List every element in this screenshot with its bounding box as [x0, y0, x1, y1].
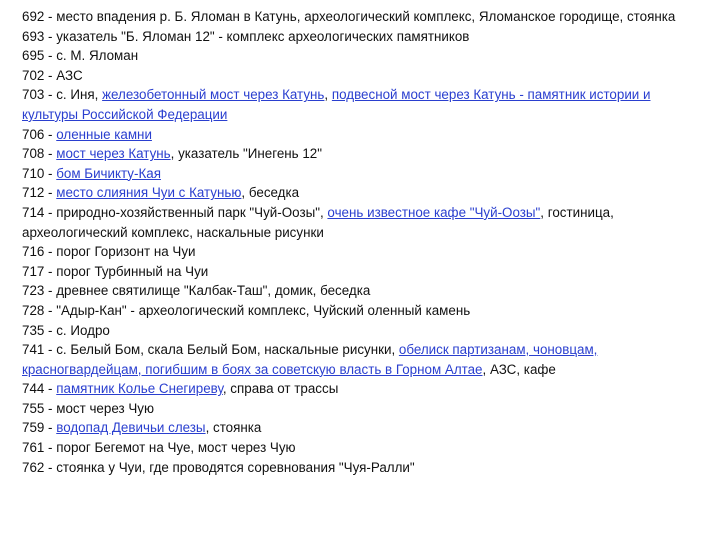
list-item: [22, 7, 702, 27]
entry-link[interactable]: мост через Катунь: [56, 146, 171, 162]
entry-text: 744 -: [22, 381, 57, 397]
list-item: [22, 183, 702, 203]
entry-text: 716 - порог Горизонт на Чуи: [22, 244, 196, 260]
list-item: [22, 125, 702, 145]
entry-text: , гостиница, археологический комплекс, наскальные рисунки: [22, 204, 614, 240]
entry-link[interactable]: подвесной мост через Катунь - памятник истории и культуры Российской Федерации: [22, 87, 651, 122]
entry-link[interactable]: оленные камни: [56, 126, 152, 142]
entry-text: , справа от трассы: [222, 381, 339, 397]
list-item: [22, 438, 702, 458]
entry-text: 706 -: [22, 126, 57, 142]
entry-text: 761 - порог Бегемот на Чуе, мост через Чую: [22, 440, 296, 456]
entry-text: 759 -: [22, 420, 57, 436]
entry-link[interactable]: бом Бичикту-Кая: [56, 165, 161, 181]
list-item: [22, 242, 702, 262]
list-item: [22, 281, 702, 301]
entry-text: , беседка: [241, 185, 300, 201]
entry-link[interactable]: обелиск партизанам, чоновцам, красногвардейцам, погибшим в боях за советскую власть в Горном Алтае: [22, 342, 598, 377]
list-item: [22, 399, 702, 419]
list-item: [22, 27, 702, 47]
list-item: [22, 144, 702, 164]
entry-text: , указатель "Инегень 12": [170, 146, 323, 162]
entry-text: 762 - стоянка у Чуи, где проводятся соревнования "Чуя-Ралли": [22, 459, 415, 475]
entry-text: 692 - место впадения р. Б. Яломан в Катунь, археологический комплекс, Яломанское городище, стоянка: [22, 9, 676, 24]
entry-text: 723 - древнее святилище "Калбак-Таш", домик, беседка: [22, 283, 371, 299]
entry-text: 703 - с. Иня,: [22, 87, 103, 103]
entry-text: 712 -: [22, 185, 57, 201]
entry-text: 717 - порог Турбинный на Чуи: [22, 263, 209, 279]
list-item: [22, 418, 702, 438]
document-body: [22, 7, 702, 477]
entry-text: 693 - указатель "Б. Яломан 12" - комплекс археологических памятников: [22, 28, 470, 44]
entry-text: 708 -: [22, 146, 57, 162]
entry-text: 741 - с. Белый Бом, скала Белый Бом, наскальные рисунки,: [22, 342, 399, 358]
entry-text: 710 -: [22, 165, 57, 181]
list-item: [22, 46, 702, 66]
entry-link[interactable]: очень известное кафе "Чуй-Оозы": [327, 204, 541, 220]
entry-link[interactable]: водопад Девичьи слезы: [56, 420, 206, 436]
entry-text: , стоянка: [205, 420, 262, 436]
entry-text: , АЗС, кафе: [482, 361, 556, 377]
list-item: [22, 262, 702, 282]
entry-text: 695 - с. М. Яломан: [22, 48, 139, 64]
entry-text: ,: [324, 87, 332, 103]
entry-link[interactable]: железобетонный мост через Катунь: [102, 87, 325, 103]
list-item: [22, 301, 702, 321]
list-item: [22, 321, 702, 341]
entry-text: 735 - с. Иодро: [22, 322, 110, 338]
list-item: [22, 85, 702, 124]
list-item: [22, 66, 702, 86]
entry-text: 714 - природно-хозяйственный парк "Чуй-Оозы",: [22, 204, 328, 220]
list-item: [22, 340, 702, 379]
list-item: [22, 458, 702, 478]
entry-link[interactable]: памятник Колье Снегиреву: [56, 381, 223, 397]
list-item: [22, 164, 702, 184]
entry-text: 702 - АЗС: [22, 67, 83, 83]
entry-text: 728 - "Адыр-Кан" - археологический комплекс, Чуйский оленный камень: [22, 302, 471, 318]
entry-text: 755 - мост через Чую: [22, 400, 154, 416]
entry-link[interactable]: место слияния Чуи с Катунью: [56, 185, 242, 201]
list-item: [22, 379, 702, 399]
list-item: [22, 203, 702, 242]
